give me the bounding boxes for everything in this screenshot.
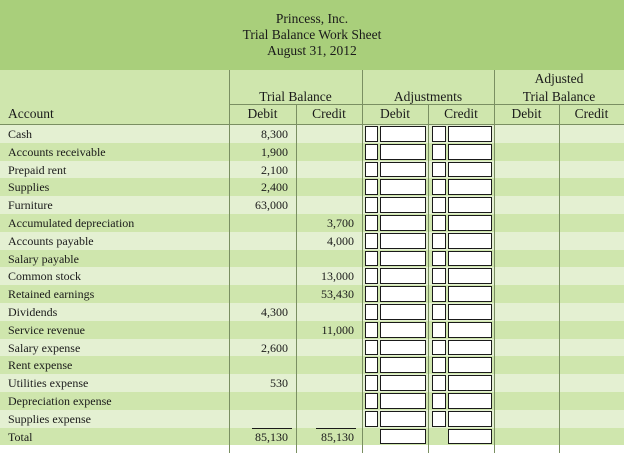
adj-credit-field[interactable] [448,162,492,178]
table-row [0,392,624,410]
adj-debit-field[interactable] [380,179,426,195]
table-row [0,267,624,285]
adj-credit-field[interactable] [448,286,492,302]
adj-credit-field[interactable] [448,179,492,195]
credit-amount [296,356,354,374]
debit-amount: 4,300 [261,305,288,319]
adj-credit-field[interactable] [448,215,492,231]
adj-credit-field[interactable] [448,322,492,338]
adj-debit-field[interactable] [380,197,426,213]
table-row [0,232,624,250]
credit-amount [296,410,354,428]
adj-credit-ref-field[interactable] [432,375,446,391]
adj-debit-total-field[interactable] [380,429,426,445]
adj-credit-field[interactable] [448,411,492,427]
adj-debit-ref-field[interactable] [365,393,378,409]
adj-debit-field[interactable] [380,286,426,302]
credit-amount [296,125,354,143]
debit-amount [229,356,288,374]
worksheet-title: Trial Balance Work Sheet [242,27,382,42]
account-name: Cash [8,127,32,141]
table-row [0,303,624,321]
adj-debit-field[interactable] [380,340,426,356]
adj-debit-ref-field[interactable] [365,126,378,142]
debit-amount [229,392,288,410]
adj-debit-ref-field[interactable] [365,357,378,373]
header-rule-2 [0,124,624,125]
adj-credit-ref-field[interactable] [432,197,446,213]
adj-credit-ref-field[interactable] [432,126,446,142]
adj-credit-ref-field[interactable] [432,251,446,267]
credit-amount: 3,700 [327,216,354,230]
credit-amount [296,250,354,268]
adj-credit-total-field[interactable] [448,429,492,445]
adj-credit-field[interactable] [448,126,492,142]
adj-credit-ref-field[interactable] [432,411,446,427]
account-name: Accumulated depreciation [8,216,135,230]
credit-amount [296,392,354,410]
tb-credit-header: Credit [312,106,346,121]
table-row [0,161,624,179]
debit-amount: 2,600 [261,340,288,355]
credit-amount [296,303,354,321]
grid-line-adj-right [494,70,495,453]
credit-amount [296,161,354,179]
table-row [0,196,624,214]
debit-amount: 530 [270,376,288,391]
adj-credit-ref-field[interactable] [432,393,446,409]
adj-credit-field[interactable] [448,357,492,373]
account-name: Retained earnings [8,287,95,302]
total-row [0,428,624,446]
adj-debit-ref-field[interactable] [365,286,378,302]
credit-amount [296,374,354,392]
debit-amount: 63,000 [255,198,288,213]
debit-amount [229,232,288,250]
adj-credit-ref-field[interactable] [432,322,446,338]
adj-credit-ref-field[interactable] [432,233,446,249]
adj-debit-field[interactable] [380,162,426,178]
adj-debit-ref-field[interactable] [365,340,378,356]
credit-amount [296,339,354,357]
adj-debit-ref-field[interactable] [365,179,378,195]
adj-credit-ref-field[interactable] [432,357,446,373]
adjustments-header: Adjustments [393,89,463,104]
adj-credit-field[interactable] [448,144,492,160]
table-row [0,250,624,268]
adj-debit-ref-field[interactable] [365,215,378,231]
adj-credit-field[interactable] [448,197,492,213]
debit-amount [229,285,288,303]
account-name: Service revenue [8,322,85,337]
adjusted-header-line2: Trial Balance [522,89,596,104]
adj-debit-ref-field[interactable] [365,268,378,284]
grid-line-tb-mid [296,104,297,453]
adj-debit-field[interactable] [380,304,426,320]
adj-debit-field[interactable] [380,322,426,338]
adj-credit-header: Credit [444,106,478,121]
adj-debit-ref-field[interactable] [365,304,378,320]
adj-credit-ref-field[interactable] [432,144,446,160]
tb-debit-header: Debit [247,106,278,121]
table-row [0,339,624,357]
credit-amount [296,196,354,214]
account-name: Dividends [8,305,58,319]
adj-debit-ref-field[interactable] [365,233,378,249]
adj-credit-field[interactable] [448,233,492,249]
debit-amount [229,214,288,232]
adj-credit-ref-field[interactable] [432,304,446,320]
account-name: Supplies expense [8,411,91,426]
adj-debit-field[interactable] [380,357,426,373]
adj-credit-field[interactable] [448,393,492,409]
worksheet-header [0,0,624,70]
adj-debit-ref-field[interactable] [365,375,378,391]
table-row [0,214,624,232]
debit-amount [229,267,288,285]
account-column-header: Account [8,106,54,121]
adj-debit-ref-field[interactable] [365,411,378,427]
account-name: Furniture [8,198,53,213]
debit-amount: 1,900 [261,144,288,159]
grid-line-tb-right [362,70,363,453]
account-name: Accounts payable [8,233,94,248]
grid-line-account [229,70,230,453]
credit-amount: 13,000 [321,269,354,284]
adj-credit-field[interactable] [448,251,492,267]
account-name: Salary expense [8,340,81,355]
debit-amount: 2,100 [261,162,288,177]
atb-debit-header: Debit [511,106,542,121]
table-row [0,356,624,374]
account-name: Accounts receivable [8,144,106,159]
credit-amount [296,143,354,161]
grid-line-atb-mid [559,104,560,453]
credit-amount: 53,430 [321,287,354,302]
adj-debit-ref-field[interactable] [365,162,378,178]
adj-debit-field[interactable] [380,215,426,231]
account-name: Rent expense [8,358,73,373]
total-label: Total [8,429,33,444]
debit-amount [229,250,288,268]
table-row [0,125,624,143]
adj-debit-field[interactable] [380,268,426,284]
adj-debit-ref-field[interactable] [365,197,378,213]
adj-debit-field[interactable] [380,375,426,391]
adj-credit-ref-field[interactable] [432,162,446,178]
table-row [0,285,624,303]
debit-amount: 8,300 [261,127,288,141]
table-row [0,143,624,161]
credit-amount: 11,000 [321,322,354,337]
adj-debit-header: Debit [380,106,410,121]
trial-balance-header: Trial Balance [259,89,332,104]
adj-credit-field[interactable] [448,268,492,284]
table-row [0,374,624,392]
adj-credit-ref-field[interactable] [432,215,446,231]
adj-credit-ref-field[interactable] [432,340,446,356]
adj-credit-field[interactable] [448,304,492,320]
adj-credit-ref-field[interactable] [432,286,446,302]
table-row [0,410,624,428]
adj-debit-field[interactable] [380,393,426,409]
table-row [0,178,624,196]
adj-debit-ref-field[interactable] [365,251,378,267]
adj-debit-field[interactable] [380,126,426,142]
grid-line-adj-mid [428,104,429,453]
adj-credit-field[interactable] [448,340,492,356]
credit-amount [296,178,354,196]
account-name: Salary payable [8,251,79,266]
adj-debit-field[interactable] [380,233,426,249]
debit-amount [229,410,288,428]
atb-credit-header: Credit [574,106,609,121]
adj-debit-field[interactable] [380,411,426,427]
adj-credit-ref-field[interactable] [432,179,446,195]
account-name: Depreciation expense [8,394,112,408]
adj-debit-field[interactable] [380,251,426,267]
worksheet-date: August 31, 2012 [267,43,357,58]
account-name: Prepaid rent [8,162,67,177]
adj-debit-field[interactable] [380,144,426,160]
adj-credit-ref-field[interactable] [432,268,446,284]
adj-debit-ref-field[interactable] [365,322,378,338]
adj-debit-ref-field[interactable] [365,144,378,160]
credit-sum-rule [316,428,356,429]
total-credit: 85,130 [321,429,354,444]
debit-amount: 2,400 [261,180,288,195]
credit-amount: 4,000 [327,233,354,248]
account-name: Common stock [8,269,82,284]
debit-amount [229,321,288,339]
account-name: Supplies [8,180,50,195]
table-row [0,321,624,339]
account-name: Utilities expense [8,376,89,391]
adj-credit-field[interactable] [448,375,492,391]
company-name: Princess, Inc. [275,11,349,26]
total-debit: 85,130 [255,429,288,444]
debit-sum-rule [252,428,292,429]
header-rule-1 [229,104,624,105]
adjusted-header-line1: Adjusted [534,71,584,86]
